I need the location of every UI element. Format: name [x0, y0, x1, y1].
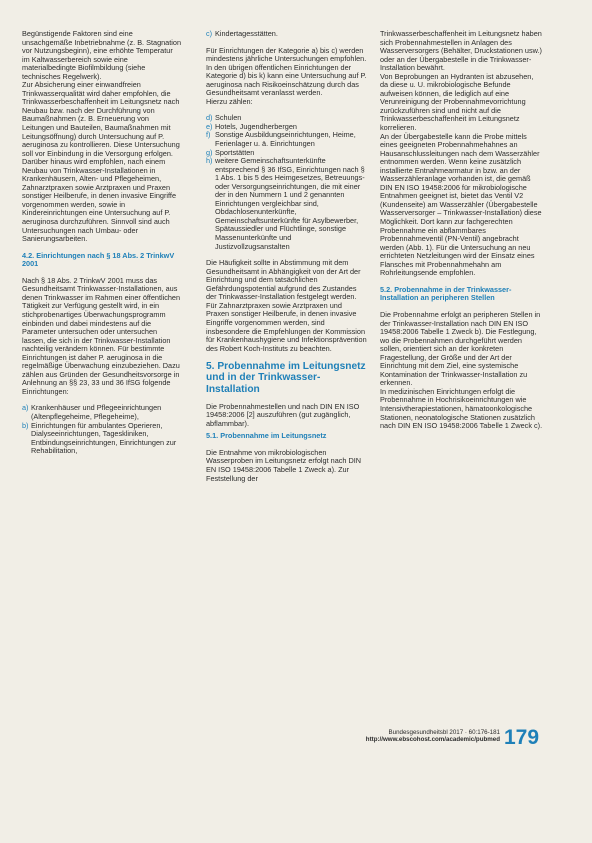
page-number: 179: [504, 726, 540, 749]
column-2: [206, 30, 367, 483]
list-marker: b): [22, 420, 29, 430]
section-heading-5-2: 5.2. Probennahme in der Trinkwasser-Installation an peripheren Stellen: [380, 284, 512, 303]
list-item-text: Einrichtungen für ambulantes Operieren, Dialyseeinrichtungen, Tageskliniken, Entbindungseinrichtungen, Einrichtungen zur Rehabilitation,: [31, 420, 177, 456]
list-marker: c): [206, 29, 213, 38]
paragraph: Hierzu zählen:: [206, 96, 253, 106]
list-item: [206, 131, 367, 148]
section-heading-4-2: 4.2. Einrichtungen nach § 18 Abs. 2 TrinkwV 2001: [22, 250, 175, 269]
column-1: [22, 30, 182, 456]
section-heading-5-1: 5.1. Probennahme im Leitungsnetz: [206, 431, 327, 441]
footer-citation-block: [362, 729, 500, 744]
paragraph: Darüber hinaus wird empfohlen, nach einem Neubau von Trinkwasser-Installationen in Krankenhäusern, Alten- und Pflegeheimen, Zahnarztpraxen sowie Arztpraxen und Praxen sonstiger Heilberufe, in denen invasive Eingriffe vorgenommen werden, sowie in Kindereinrichtungen eine Untersuchung auf P. aeruginosa durchzuführen. Sinnvoll sind auch Untersuchungen nach Umbau- oder Sanierungsarbeiten.: [22, 157, 177, 244]
list-item: [206, 157, 367, 251]
list-marker: d): [206, 113, 213, 123]
paragraph: Für Zahnarztpraxen sowie Arztpraxen und Praxen sonstiger Heilberufe, in denen invasive Eingriffe vorgenommen werden, sind insbesondere die Empfehlungen der Kommission für Krankenhaushygiene und Infektionsprävention des Robert Koch-Instituts zu beachten.: [206, 300, 367, 353]
facility-list-continued: [206, 30, 367, 39]
page-footer: [362, 726, 542, 750]
list-marker: h): [206, 156, 213, 166]
list-marker: e): [206, 121, 213, 131]
column-3: [380, 30, 543, 431]
paragraph: Von Beprobungen an Hydranten ist abzusehen, da diese u. U. mikrobiologische Befunde aufweisen können, die lediglich auf eine Verunreinigung der Probennahmevorrichtung zurückzuführen sind und nicht auf die Trinkwasserbeschaffenheit im Leitungsnetz korrelieren.: [380, 71, 534, 133]
list-item-text: Sonstige Ausbildungseinrichtungen, Heime, Ferienlager u. ä. Einrichtungen: [215, 130, 356, 149]
list-marker: f): [206, 130, 211, 140]
paragraph: Nach § 18 Abs. 2 TrinkwV 2001 muss das Gesundheitsamt Trinkwasser-Installationen, aus denen Trinkwasser im Rahmen einer öffentlichen Tätigkeit zur Verfügung gestellt wird, in ein stichprobenartiges Überwachungsprogramm einbinden und dabei mindestens auf die Parameter untersuchen oder untersuchen lassen, die sich in der Trinkwasser-Installation nachteilig verändern können. Für bestimmte Einrichtungen ist daher P. aeruginosa in die regelmäßige Überwachung einzubeziehen. Dazu zählen aus Gründen der Gesundheitsvorsorge in Anlehnung an §§ 23, 33 und 36 IfSG folgende Einrichtungen:: [22, 275, 181, 396]
paragraph: Die Häufigkeit sollte in Abstimmung mit dem Gesundheitsamt in Abhängigkeit von der Art der Einrichtung und dem tatsächlichen Gefährdungspotential aufgrund des Zustandes der Trinkwasser-Installation festgelegt werden.: [206, 258, 361, 302]
paragraph: Die Probennahme erfolgt an peripheren Stellen in der Trinkwasser-Installation nach DIN EN ISO 19458:2006 Tabelle 1 Zweck b). Die Festlegung, wo die Probennahmen durchgeführt werden sollen, orientiert sich an der konkreten Fragestellung, der Größe und der Art der Einrichtung mit dem Ziel, eine systemische Kontamination der Trinkwasser-Installation zu erkennen.: [380, 309, 541, 388]
paragraph: Für Einrichtungen der Kategorie a) bis c) werden mindestens jährliche Untersuchungen empfohlen.: [206, 45, 367, 64]
section-heading-5: 5. Probennahme im Leitungsnetz und in der Trinkwasser-Installation: [206, 361, 366, 395]
paragraph: An der Übergabestelle kann die Probe mittels eines geeigneten Probennahmehahnes an Hausanschlussleitungen nach dem Wasserzähler entnommen werden. Wenn keine zusätzlich installierte Entnahmearmatur in bzw. an der Wasserzähleranlage vorhanden ist, die gemäß DIN EN ISO 19458:2006 für mikrobiologische Entnahmen geeignet ist, bietet das Ventil V2 (Kundenseite) am Wasserzähler (Übergabestelle Wasserversorger – Trinkwasser-Installation) diese Möglichkeit. Dort kann zur fachgerechten Probennahme ein abflammbares Probennahmeventil (PN-Ventil) angebracht werden (Abb. 1). Für die Untersuchung an neu errichteten Netzleitungen wird der Einsatz eines Flansches mit Probennahmehahn am Rohrleitungsende empfohlen.: [380, 131, 542, 278]
list-item-text: Schulen: [215, 113, 242, 123]
list-item: [22, 422, 182, 456]
paragraph: Trinkwasserbeschaffenheit im Leitungsnetz haben sich Probennahmestellen in Anlagen des Wasserversorgers (Behälter, Druckstationen usw.) oder an der Übergabestelle in die Trinkwasser-Installation bewährt.: [380, 29, 542, 73]
paragraph: Begünstigende Faktoren sind eine unsachgemäße Inbetriebnahme (z. B. Stagnation vor Nutzungsbeginn), eine erhöhte Temperatur im Kaltwasserbereich sowie eine materialbedingte Biofilmbildung (siehe technisches Regelwerk).: [22, 29, 182, 81]
facility-list-d-h: [206, 114, 367, 251]
list-item-text: Krankenhäuser und Pflegeeinrichtungen (Altenpflegeheime, Pflegeheime),: [31, 403, 162, 421]
list-item: [22, 404, 182, 421]
facility-list: [22, 404, 182, 455]
list-item-text: Sportstätten: [215, 147, 255, 157]
journal-url[interactable]: http://www.ebscohost.com/academic/pubmed: [365, 736, 500, 744]
list-item: [206, 30, 367, 39]
list-marker: g): [206, 147, 213, 157]
journal-citation: Bundesgesundheitsbl 2017 · 60:176-181: [388, 729, 500, 736]
paragraph: In medizinischen Einrichtungen erfolgt die Probennahme in Hochrisikoeinrichtungen wie Intensivtherapiestationen, hämatoonkologische Stationen, neonatologische Stationen zusätzlich nach DIN EN ISO 19458:2006 Tabelle 1 Zweck c).: [380, 386, 543, 431]
list-marker: a): [22, 403, 29, 413]
paragraph: In den übrigen öffentlichen Einrichtungen der Kategorie d) bis k) kann eine Untersuchung auf P. aeruginosa nach Risikoeinschätzung durch das Gesundheitsamt veranlasst werden.: [206, 62, 367, 98]
list-item-text: weitere Gemeinschaftsunterkünfte entsprechend § 36 IfSG, Einrichtungen nach § 1 Abs. 1 bis 5 des Heimgesetzes, Betreuungs- oder Versorgungseinrichtungen, die mit einer der in den Nummern 1 und 2 genannten Einrichtungen vergleichbar sind, Obdachlosenunterkünfte, Gemeinschaftsunterkünfte für Asylbewerber, Spätaussiedler und Flüchtlinge, sonstige Massenunterkünfte und Justizvollzugsanstalten: [215, 156, 365, 251]
list-item-text: Kindertagesstätten.: [215, 29, 278, 38]
paragraph: Zur Absicherung einer einwandfreien Trinkwasserqualität wird daher empfohlen, die Trinkwasserbeschaffenheit im Leitungsnetz nach Neubau bzw. nach der Durchführung von Baumaßnahmen (z. B. Erneuerung von Leitungen und Bauteilen, Baumaßnahmen mit Leitungsöffnung) durch Untersuchung auf P. aeruginosa zu kontrollieren. Diese Untersuchung soll vor Einbindung in die Versorgung erfolgen.: [22, 80, 180, 158]
paragraph: Die Probennahmestellen und nach DIN EN ISO 19458:2006 [2] auszuführen (gut zugänglich, abflammbar).: [206, 401, 360, 428]
list-item-text: Hotels, Jugendherbergen: [215, 121, 297, 131]
paragraph: Die Entnahme von mikrobiologischen Wasserproben im Leitungsnetz erfolgt nach DIN EN ISO 19458:2006 Tabelle 1 Zweck a). Zur Feststellung der: [206, 447, 362, 483]
